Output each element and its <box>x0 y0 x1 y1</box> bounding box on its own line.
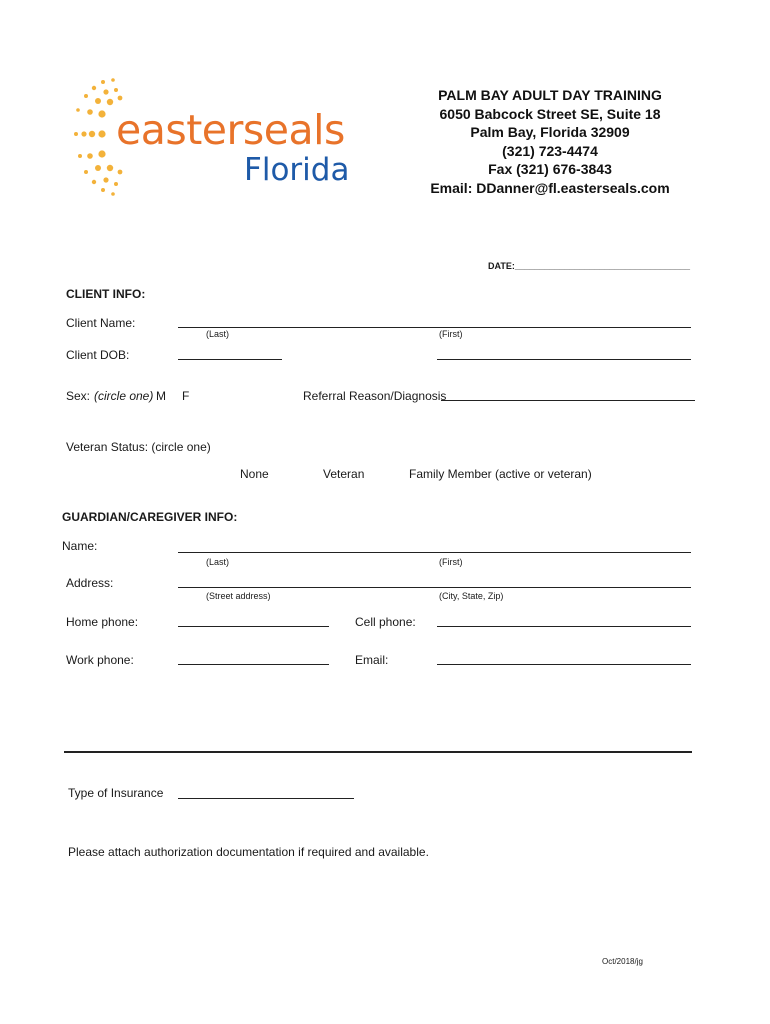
street-address-hint: (Street address) <box>206 591 271 601</box>
sex-option-f[interactable]: F <box>182 389 190 403</box>
sex-label: Sex: <box>66 389 91 403</box>
home-phone-label: Home phone: <box>66 615 139 629</box>
home-phone-line[interactable] <box>178 626 329 627</box>
guardian-last-hint: (Last) <box>206 557 230 567</box>
client-last-hint: (Last) <box>206 329 230 339</box>
guardian-address-label: Address: <box>66 576 114 590</box>
guardian-info-heading: GUARDIAN/CAREGIVER INFO: <box>62 510 238 524</box>
city-state-zip-hint: (City, State, Zip) <box>439 591 504 601</box>
org-phone: (321) 723-4474 <box>502 142 598 159</box>
client-name-label: Client Name: <box>66 316 136 330</box>
client-dob-line[interactable] <box>178 359 282 360</box>
guardian-name-label: Name: <box>62 539 98 553</box>
insurance-label: Type of Insurance <box>68 786 164 800</box>
client-name-line[interactable] <box>178 327 691 328</box>
guardian-address-line[interactable] <box>178 587 691 588</box>
veteran-option-veteran[interactable]: Veteran <box>323 467 365 481</box>
footer-revision-code: Oct/2018/jg <box>602 957 643 966</box>
logo-word-easterseals: easterseals <box>116 106 345 154</box>
sex-option-m[interactable]: M <box>156 389 166 403</box>
org-fax: Fax (321) 676-3843 <box>488 161 612 177</box>
insurance-line[interactable] <box>178 798 354 799</box>
work-phone-line[interactable] <box>178 664 329 665</box>
org-address-line1: 6050 Babcock Street SE, Suite 18 <box>439 105 661 122</box>
client-first-hint: (First) <box>439 329 463 339</box>
org-email: Email: DDanner@fl.easterseals.com <box>430 179 670 196</box>
client-dob-label: Client DOB: <box>66 348 130 362</box>
referral-label: Referral Reason/Diagnosis <box>303 389 447 403</box>
client-dob-extra-line[interactable] <box>437 359 691 360</box>
date-field[interactable]: DATE:___________________________________ <box>488 261 691 271</box>
veteran-status-label: Veteran Status: (circle one) <box>66 440 211 454</box>
org-address-line2: Palm Bay, Florida 32909 <box>470 124 630 140</box>
attach-note: Please attach authorization documentation if required and available. <box>68 845 429 859</box>
referral-line[interactable] <box>441 400 695 401</box>
veteran-option-family[interactable]: Family Member (active or veteran) <box>409 467 592 481</box>
organization-header <box>410 86 690 197</box>
guardian-first-hint: (First) <box>439 557 463 567</box>
cell-phone-label: Cell phone: <box>355 615 416 629</box>
easterseals-florida-logo <box>70 76 360 201</box>
org-name: PALM BAY ADULT DAY TRAINING <box>438 87 662 103</box>
logo-word-florida: Florida <box>244 152 350 188</box>
email-label: Email: <box>355 653 389 667</box>
work-phone-label: Work phone: <box>66 653 134 667</box>
sex-hint: (circle one) <box>94 389 154 403</box>
cell-phone-line[interactable] <box>437 626 691 627</box>
section-divider <box>64 751 692 753</box>
guardian-name-line[interactable] <box>178 552 691 553</box>
email-line[interactable] <box>437 664 691 665</box>
veteran-option-none[interactable]: None <box>240 467 269 481</box>
client-info-heading: CLIENT INFO: <box>66 287 146 301</box>
